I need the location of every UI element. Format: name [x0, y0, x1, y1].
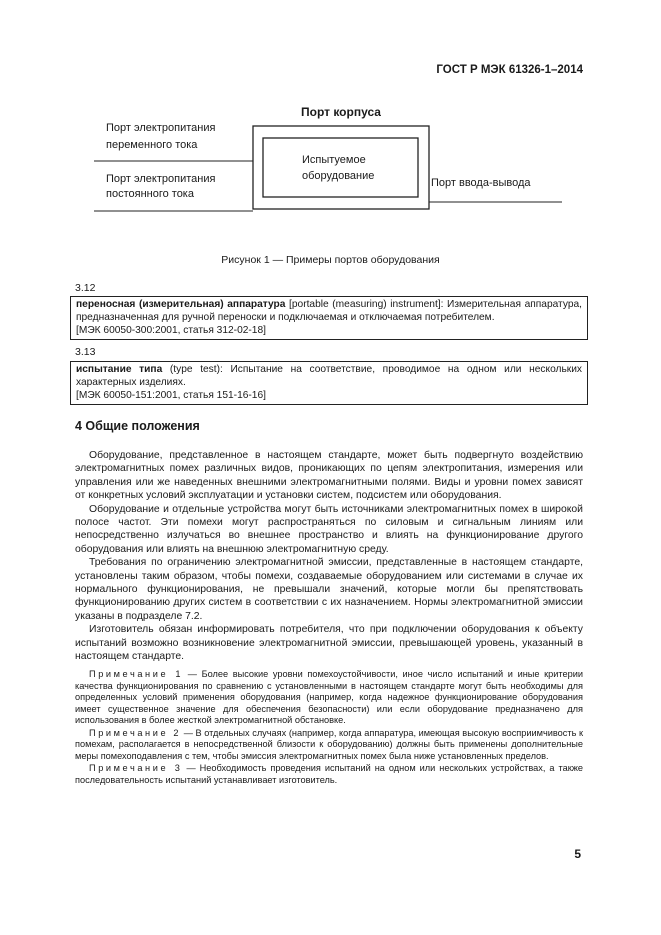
- term-reference: [МЭК 60050-151:2001, статья 151-16-16]: [76, 390, 266, 402]
- term-definition: [portable (measuring) instrument]: Измерительная аппаратура, предназначенная для ручной переноски и подключаемая и отключаемая потребителем.: [76, 299, 582, 324]
- section-body: [75, 449, 583, 664]
- paragraph: Изготовитель обязан информировать потребителя, что при подключении оборудования к объекту испытаний возможно возникновение электромагнитной эмиссии, превышающей уровень, указанный в настоящем стандарте.: [75, 624, 583, 663]
- note-label: Примечание 1: [89, 669, 184, 679]
- term-definition: (type test): Испытание на соответствие, проводимое на одном или нескольких характерных изделиях.: [76, 364, 583, 389]
- ac-port-label-2: переменного тока: [106, 139, 198, 151]
- term-name: переносная (измерительная) аппаратура: [76, 299, 286, 310]
- page-number: 5: [574, 847, 581, 861]
- term-definition-box: [70, 361, 588, 405]
- note-text: — Необходимость проведения испытаний на одном или нескольких устройствах, а также последовательность испытаний устанавливает изготовитель.: [75, 763, 583, 785]
- note-label: Примечание 3: [89, 763, 183, 773]
- term-number: 3.13: [75, 346, 96, 358]
- note: [75, 669, 583, 727]
- dc-port-label-2: постоянного тока: [106, 188, 194, 200]
- equipment-label-2: оборудование: [302, 170, 375, 182]
- enclosure-port-label: Порт корпуса: [301, 105, 381, 119]
- term-number: 3.12: [75, 282, 96, 294]
- document-header: ГОСТ Р МЭК 61326-1–2014: [436, 64, 583, 76]
- note-text: — В отдельных случаях (например, когда аппаратура, имеющая высокую восприимчивость к помехам, располагается в непосредственной близости к оборудованию) должны быть применены дополнительные меры помехоподавления с тем, чтобы эмиссия электромагнитных помех была ниже установленных пределов.: [75, 727, 583, 761]
- term-definition-box: [70, 296, 588, 340]
- notes-block: [75, 669, 583, 787]
- term-reference: [МЭК 60050-300:2001, статья 312-02-18]: [76, 325, 266, 337]
- section-title: 4 Общие положения: [75, 419, 200, 433]
- ac-port-label-1: Порт электропитания: [106, 122, 216, 134]
- note: [75, 728, 583, 763]
- paragraph: Требования по ограничению электромагнитной эмиссии, представленные в настоящем стандарте, установлены таким образом, чтобы помехи, создаваемые оборудованием или системами в случае их нормального функционирования, не превышали значений, которые могли бы препятствовать функционированию других систем в соответствии с их назначением. Нормы электромагнитной эмиссии указаны в подразделе 7.2.: [75, 557, 583, 622]
- term-name: испытание типа: [76, 364, 163, 375]
- paragraph: Оборудование и отдельные устройства могут быть источниками электромагнитных помех в широкой полосе частот. Эти помехи могут распространяться по силовым и сигнальным линиям или непосредственно излучаться во внешнее пространство и влиять на функционирование другого оборудования или влиять на внешнюю электромагнитную среду.: [75, 503, 583, 555]
- note-label: Примечание 2: [89, 727, 182, 738]
- equipment-label-1: Испытуемое: [302, 154, 366, 166]
- note-text: — Более высокие уровни помехоустойчивости, иное число испытаний и иные критерии качества функционирования по сравнению с установленными в настоящем стандарте могут быть необходимы для определенных условий применения оборудования (например, когда надежное функционирование оборудования имеет существенное значение для обеспечения безопасности) или если оборудование предназначено для использования в более жесткой электромагнитной обстановке.: [75, 669, 583, 725]
- figure-caption: Рисунок 1 — Примеры портов оборудования: [221, 254, 440, 266]
- note: [75, 763, 583, 786]
- ports-diagram: [0, 0, 661, 260]
- paragraph: Оборудование, представленное в настоящем стандарте, может быть подвергнуто воздействию электромагнитных помех различных видов, проникающих по цепям электропитания, измерения или управления или же наведенных внешними электромагнитными полями. Виды и уровни помех зависят от конкретных условий эксплуатации и установки систем, подсистем или оборудования.: [75, 450, 583, 502]
- dc-port-label-1: Порт электропитания: [106, 173, 216, 185]
- equipment-inner-box: [263, 138, 418, 197]
- io-port-label: Порт ввода-вывода: [431, 177, 531, 189]
